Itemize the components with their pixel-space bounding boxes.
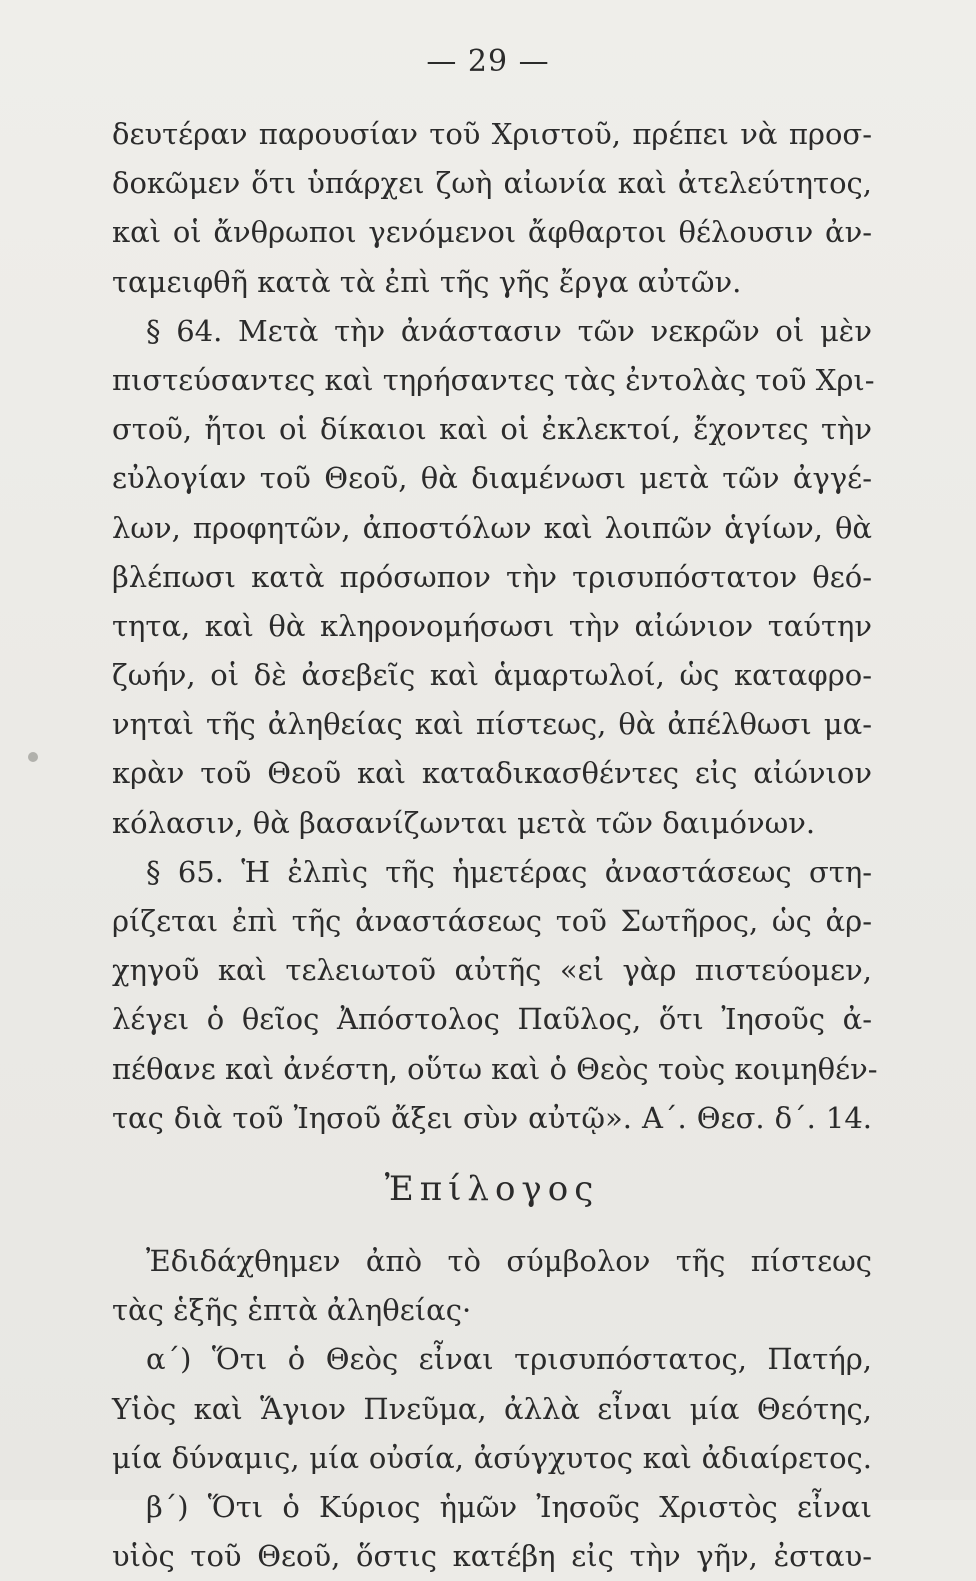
text-line: Υἱὸς καὶ Ἅγιον Πνεῦμα, ἀλλὰ εἶναι μία Θεότης, (112, 1391, 872, 1426)
text-line: ταμειφθῆ κατὰ τὰ ἐπὶ τῆς γῆς ἔργα αὐτῶν. (112, 264, 742, 299)
text-line: τὰς ἑξῆς ἑπτὰ ἀληθείας· (112, 1293, 472, 1328)
list-item-b: β΄) Ὅτι ὁ Κύριος ἡμῶν Ἰησοῦς Χριστὸς εἶναι (146, 1489, 872, 1524)
paragraph-65-start: § 65. Ἡ ἐλπὶς τῆς ἡμετέρας ἀναστάσεως στη- (146, 854, 872, 889)
text-line: Ἐδιδάχθημεν ἀπὸ τὸ σύμβολον τῆς πίστεως (146, 1243, 872, 1278)
text-line: λων, προφητῶν, ἀποστόλων καὶ λοιπῶν ἁγίων, θὰ (112, 510, 872, 545)
text-line: μία δύναμις, μία οὐσία, ἀσύγχυτος καὶ ἀδιαίρετος. (112, 1440, 872, 1475)
text-line: λέγει ὁ θεῖος Ἀπόστολος Παῦλος, ὅτι Ἰησοῦς ἀ- (112, 1002, 872, 1037)
body-text (112, 110, 878, 1581)
text-line: στοῦ, ἤτοι οἱ δίκαιοι καὶ οἱ ἐκλεκτοί, ἔχοντες τὴν (112, 412, 872, 447)
text-line: ζωήν, οἱ δὲ ἀσεβεῖς καὶ ἁμαρτωλοί, ὡς καταφρο- (112, 658, 872, 693)
text-line: χηγοῦ καὶ τελειωτοῦ αὐτῆς «εἰ γὰρ πιστεύομεν, (112, 953, 872, 988)
page-number: — 29 — (426, 44, 550, 79)
text-line: πέθανε καὶ ἀνέστη, οὕτω καὶ ὁ Θεὸς τοὺς κοιμηθέν- (112, 1051, 878, 1086)
text-line: καὶ οἱ ἄνθρωποι γενόμενοι ἄφθαρτοι θέλουσιν ἀν- (112, 215, 872, 250)
paragraph-64-start: § 64. Μετὰ τὴν ἀνάστασιν τῶν νεκρῶν οἱ μὲν (146, 313, 872, 348)
text-line: βλέπωσι κατὰ πρόσωπον τὴν τρισυπόστατον θεό- (112, 559, 872, 594)
list-item-a: α΄) Ὅτι ὁ Θεὸς εἶναι τρισυπόστατος, Πατήρ, (146, 1342, 872, 1377)
section-heading: Ἐπίλογος (384, 1168, 600, 1209)
text-line: δοκῶμεν ὅτι ὑπάρχει ζωὴ αἰωνία καὶ ἀτελεύτητος, (112, 166, 872, 201)
text-line: νηταὶ τῆς ἀληθείας καὶ πίστεως, θὰ ἀπέλθωσι μα- (112, 707, 872, 742)
text-line: κόλασιν, θὰ βασανίζωνται μετὰ τῶν δαιμόνων. (112, 805, 816, 840)
ink-spot (28, 752, 38, 762)
text-line: κρὰν τοῦ Θεοῦ καὶ καταδικασθέντες εἰς αἰώνιον (112, 756, 872, 791)
text-line: τας διὰ τοῦ Ἰησοῦ ἄξει σὺν αὐτῷ». Α΄. Θεσ. δ΄. 14. (112, 1100, 872, 1135)
text-line: εὐλογίαν τοῦ Θεοῦ, θὰ διαμένωσι μετὰ τῶν ἀγγέ- (112, 461, 872, 496)
text-line: υἱὸς τοῦ Θεοῦ, ὅστις κατέβη εἰς τὴν γῆν, ἐσταυ- (112, 1539, 872, 1574)
text-line: ρίζεται ἐπὶ τῆς ἀναστάσεως τοῦ Σωτῆρος, ὡς ἀρ- (112, 904, 872, 938)
text-line: δευτέραν παρουσίαν τοῦ Χριστοῦ, πρέπει νὰ προσ- (112, 117, 872, 151)
text-line: τητα, καὶ θὰ κληρονομήσωσι τὴν αἰώνιον ταύτην (112, 608, 872, 643)
text-line: πιστεύσαντες καὶ τηρήσαντες τὰς ἐντολὰς τοῦ Χρι- (112, 362, 875, 397)
